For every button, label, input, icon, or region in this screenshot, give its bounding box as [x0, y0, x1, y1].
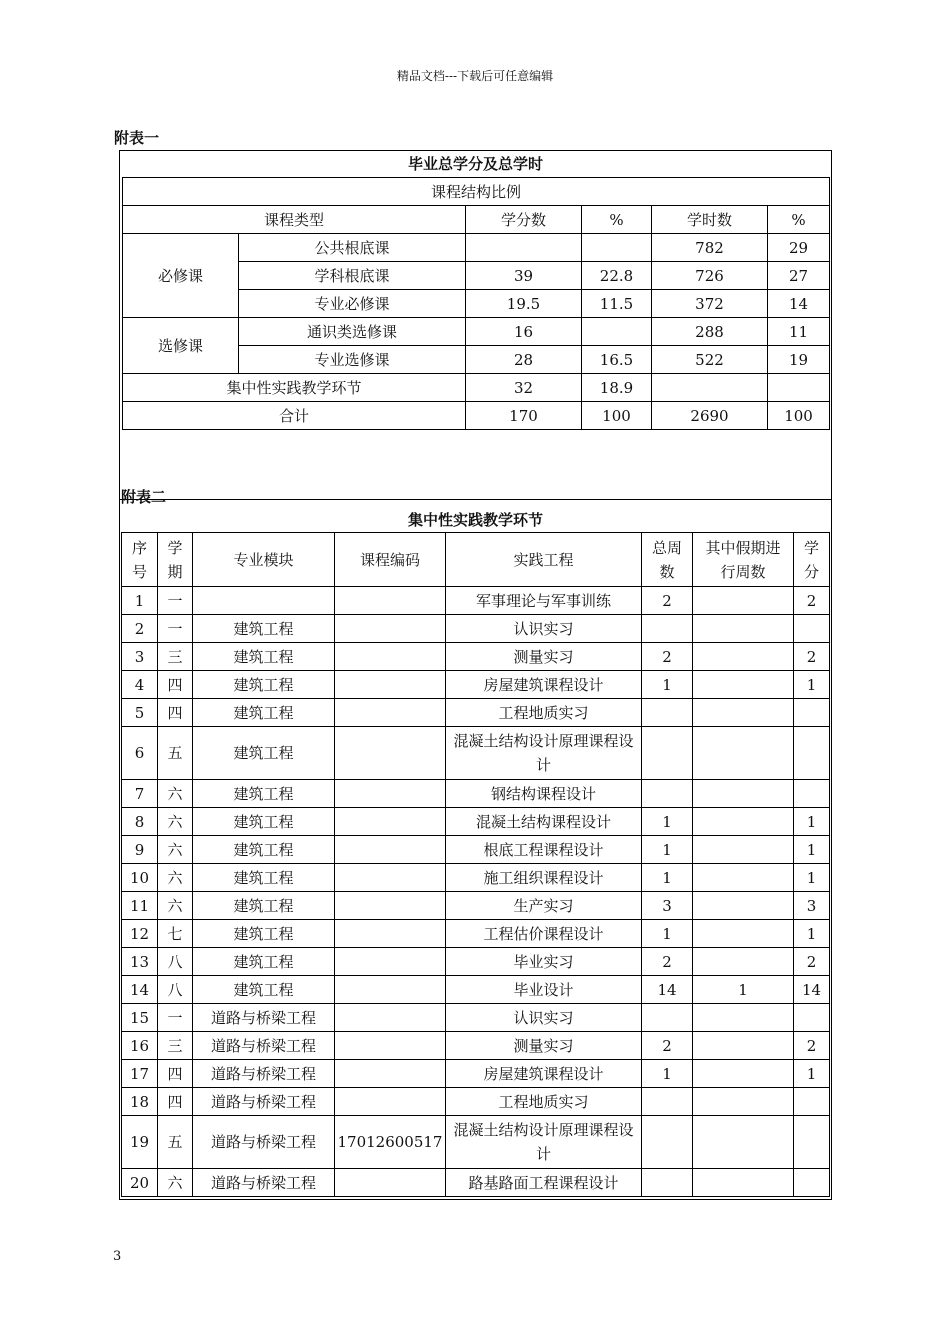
cell-credit: 1 [794, 864, 830, 892]
hours-pct-cell: 11 [768, 318, 830, 346]
cell-credit [794, 780, 830, 808]
cell-seq: 12 [122, 920, 158, 948]
credits-pct-cell: 100 [582, 402, 652, 430]
cell-holiday [693, 1004, 794, 1032]
cell-weeks [642, 780, 693, 808]
table-row [123, 374, 830, 402]
table-row [122, 808, 830, 836]
cell-credit: 14 [794, 976, 830, 1004]
cell-weeks [642, 1088, 693, 1116]
cell-module: 建筑工程 [193, 699, 335, 727]
cell-seq: 14 [122, 976, 158, 1004]
cell-holiday [693, 615, 794, 643]
cell-project: 混凝土结构设计原理课程设计 [446, 1116, 642, 1169]
cell-term: 八 [158, 976, 193, 1004]
cell-credit: 1 [794, 808, 830, 836]
cell-project: 工程地质实习 [446, 699, 642, 727]
header-term: 学 期 [158, 533, 193, 587]
cell-code: 17012600517 [335, 1116, 446, 1169]
cell-code [335, 1060, 446, 1088]
table-row [122, 780, 830, 808]
course-type: 专业选修课 [239, 346, 466, 374]
credits-cell: 16 [466, 318, 582, 346]
credits-pct-cell [582, 318, 652, 346]
cell-module: 建筑工程 [193, 836, 335, 864]
cell-weeks [642, 1116, 693, 1169]
cell-seq: 6 [122, 727, 158, 780]
cell-weeks: 1 [642, 671, 693, 699]
credits-pct-cell [582, 234, 652, 262]
cell-credit: 1 [794, 920, 830, 948]
cell-holiday [693, 892, 794, 920]
cell-project: 测量实习 [446, 1032, 642, 1060]
page-number: 3 [113, 1249, 122, 1264]
hours-cell: 522 [652, 346, 768, 374]
cell-code [335, 615, 446, 643]
course-type: 专业必修课 [239, 290, 466, 318]
cell-seq: 20 [122, 1169, 158, 1197]
table1-title: 毕业总学分及总学时 [407, 155, 543, 173]
cell-seq: 10 [122, 864, 158, 892]
cell-project: 认识实习 [446, 1004, 642, 1032]
cell-weeks: 14 [642, 976, 693, 1004]
cell-code [335, 1169, 446, 1197]
table1-subtitle: 课程结构比例 [123, 178, 830, 206]
table-row [122, 615, 830, 643]
table-row [122, 864, 830, 892]
header-holiday: 其中假期进 行周数 [693, 533, 794, 587]
table-row [123, 318, 830, 346]
cell-project: 混凝土结构设计原理课程设计 [446, 727, 642, 780]
practice-table [121, 532, 830, 1197]
cell-module: 建筑工程 [193, 780, 335, 808]
table2-title: 集中性实践教学环节 [407, 511, 543, 529]
table-header-row [123, 206, 830, 234]
group-elective: 选修课 [123, 318, 239, 374]
course-type: 公共根底课 [239, 234, 466, 262]
cell-module: 建筑工程 [193, 948, 335, 976]
practice-table-body [122, 587, 830, 1197]
table-row [122, 836, 830, 864]
cell-project: 工程地质实习 [446, 1088, 642, 1116]
header-module: 专业模块 [193, 533, 335, 587]
table-row [122, 976, 830, 1004]
table1-frame [119, 150, 832, 500]
cell-weeks [642, 1004, 693, 1032]
cell-project: 毕业设计 [446, 976, 642, 1004]
table-row [123, 178, 830, 206]
hours-cell: 288 [652, 318, 768, 346]
cell-code [335, 1088, 446, 1116]
hours-pct-cell: 100 [768, 402, 830, 430]
table-row [122, 1088, 830, 1116]
cell-credit: 2 [794, 1032, 830, 1060]
cell-project: 房屋建筑课程设计 [446, 1060, 642, 1088]
cell-seq: 15 [122, 1004, 158, 1032]
cell-term: 六 [158, 892, 193, 920]
cell-code [335, 808, 446, 836]
cell-credit [794, 1169, 830, 1197]
cell-seq: 3 [122, 643, 158, 671]
cell-credit: 1 [794, 671, 830, 699]
course-type: 学科根底课 [239, 262, 466, 290]
cell-credit [794, 699, 830, 727]
cell-holiday [693, 727, 794, 780]
cell-seq: 13 [122, 948, 158, 976]
cell-credit: 2 [794, 643, 830, 671]
cell-term: 六 [158, 864, 193, 892]
cell-term: 五 [158, 1116, 193, 1169]
cell-project: 认识实习 [446, 615, 642, 643]
credits-pct-cell: 16.5 [582, 346, 652, 374]
credits-cell [466, 234, 582, 262]
hours-pct-cell [768, 374, 830, 402]
cell-term: 三 [158, 643, 193, 671]
hours-cell: 2690 [652, 402, 768, 430]
cell-weeks: 1 [642, 920, 693, 948]
table-row [123, 402, 830, 430]
cell-project: 根底工程课程设计 [446, 836, 642, 864]
cell-project: 毕业实习 [446, 948, 642, 976]
total-label: 合计 [123, 402, 466, 430]
cell-credit [794, 1088, 830, 1116]
cell-weeks [642, 615, 693, 643]
cell-holiday [693, 1169, 794, 1197]
cell-module: 建筑工程 [193, 615, 335, 643]
cell-credit: 3 [794, 892, 830, 920]
cell-project: 军事理论与军事训练 [446, 587, 642, 615]
cell-holiday [693, 864, 794, 892]
cell-holiday [693, 1088, 794, 1116]
cell-weeks: 2 [642, 948, 693, 976]
cell-project: 混凝土结构课程设计 [446, 808, 642, 836]
cell-holiday [693, 643, 794, 671]
cell-seq: 5 [122, 699, 158, 727]
cell-module: 道路与桥梁工程 [193, 1169, 335, 1197]
hours-cell: 372 [652, 290, 768, 318]
cell-credit: 1 [794, 1060, 830, 1088]
page-header: 精品文档---下载后可任意编辑 [396, 69, 554, 83]
cell-term: 六 [158, 836, 193, 864]
header-seq: 序 号 [122, 533, 158, 587]
hours-cell: 782 [652, 234, 768, 262]
cell-holiday [693, 1060, 794, 1088]
cell-credit: 2 [794, 587, 830, 615]
header-cell: 学分数 [466, 206, 582, 234]
cell-term: 一 [158, 615, 193, 643]
cell-credit [794, 615, 830, 643]
credits-pct-cell: 18.9 [582, 374, 652, 402]
header-cell: 学时数 [652, 206, 768, 234]
cell-code [335, 864, 446, 892]
cell-term: 六 [158, 780, 193, 808]
cell-seq: 19 [122, 1116, 158, 1169]
cell-holiday [693, 808, 794, 836]
table-row [122, 892, 830, 920]
cell-module: 建筑工程 [193, 920, 335, 948]
cell-code [335, 671, 446, 699]
table-row [122, 727, 830, 780]
cell-term: 三 [158, 1032, 193, 1060]
cell-weeks [642, 699, 693, 727]
credits-table [122, 177, 830, 430]
hours-pct-cell: 27 [768, 262, 830, 290]
credits-cell: 39 [466, 262, 582, 290]
cell-weeks: 2 [642, 643, 693, 671]
header-cell: % [582, 206, 652, 234]
hours-pct-cell: 29 [768, 234, 830, 262]
table-row [122, 1116, 830, 1169]
header-project: 实践工程 [446, 533, 642, 587]
cell-project: 生产实习 [446, 892, 642, 920]
cell-code [335, 699, 446, 727]
credits-pct-cell: 11.5 [582, 290, 652, 318]
cell-credit [794, 1116, 830, 1169]
header-cell: % [768, 206, 830, 234]
cell-code [335, 836, 446, 864]
header-cell: 课程类型 [123, 206, 466, 234]
cell-weeks: 2 [642, 587, 693, 615]
cell-holiday [693, 1116, 794, 1169]
cell-code [335, 892, 446, 920]
cell-seq: 18 [122, 1088, 158, 1116]
cell-project: 房屋建筑课程设计 [446, 671, 642, 699]
cell-seq: 17 [122, 1060, 158, 1088]
credits-pct-cell: 22.8 [582, 262, 652, 290]
cell-holiday [693, 1032, 794, 1060]
cell-module: 建筑工程 [193, 892, 335, 920]
cell-code [335, 643, 446, 671]
table-header-row [122, 533, 830, 587]
cell-credit [794, 1004, 830, 1032]
cell-term: 四 [158, 671, 193, 699]
cell-weeks: 1 [642, 808, 693, 836]
cell-term: 六 [158, 808, 193, 836]
header-code: 课程编码 [335, 533, 446, 587]
cell-weeks: 1 [642, 1060, 693, 1088]
cell-code [335, 587, 446, 615]
hours-pct-cell: 14 [768, 290, 830, 318]
cell-holiday [693, 920, 794, 948]
hours-cell [652, 374, 768, 402]
cell-seq: 2 [122, 615, 158, 643]
cell-term: 四 [158, 1060, 193, 1088]
cell-holiday [693, 948, 794, 976]
cell-term: 八 [158, 948, 193, 976]
cell-weeks: 1 [642, 836, 693, 864]
cell-holiday: 1 [693, 976, 794, 1004]
cell-seq: 7 [122, 780, 158, 808]
table-row [122, 1032, 830, 1060]
cell-credit: 2 [794, 948, 830, 976]
cell-module: 道路与桥梁工程 [193, 1060, 335, 1088]
cell-code [335, 976, 446, 1004]
cell-seq: 16 [122, 1032, 158, 1060]
cell-project: 路基路面工程课程设计 [446, 1169, 642, 1197]
group-required: 必修课 [123, 234, 239, 318]
cell-project: 工程估价课程设计 [446, 920, 642, 948]
cell-module: 建筑工程 [193, 727, 335, 780]
cell-seq: 1 [122, 587, 158, 615]
credits-cell: 19.5 [466, 290, 582, 318]
cell-module: 建筑工程 [193, 864, 335, 892]
cell-module [193, 587, 335, 615]
table-row [122, 948, 830, 976]
cell-holiday [693, 671, 794, 699]
table-row [122, 1060, 830, 1088]
cell-term: 五 [158, 727, 193, 780]
cell-module: 道路与桥梁工程 [193, 1004, 335, 1032]
cell-seq: 9 [122, 836, 158, 864]
hours-cell: 726 [652, 262, 768, 290]
cell-module: 建筑工程 [193, 643, 335, 671]
table-row [122, 1169, 830, 1197]
table-row [122, 699, 830, 727]
cell-seq: 8 [122, 808, 158, 836]
hours-pct-cell: 19 [768, 346, 830, 374]
cell-module: 道路与桥梁工程 [193, 1116, 335, 1169]
cell-code [335, 727, 446, 780]
cell-term: 一 [158, 1004, 193, 1032]
cell-module: 建筑工程 [193, 671, 335, 699]
cell-holiday [693, 836, 794, 864]
cell-code [335, 1004, 446, 1032]
cell-term: 一 [158, 587, 193, 615]
cell-code [335, 1032, 446, 1060]
cell-weeks [642, 727, 693, 780]
cell-term: 七 [158, 920, 193, 948]
cell-project: 施工组织课程设计 [446, 864, 642, 892]
cell-project: 测量实习 [446, 643, 642, 671]
table-row [123, 234, 830, 262]
credits-cell: 28 [466, 346, 582, 374]
cell-module: 道路与桥梁工程 [193, 1088, 335, 1116]
cell-module: 道路与桥梁工程 [193, 1032, 335, 1060]
header-credit: 学 分 [794, 533, 830, 587]
course-type: 通识类选修课 [239, 318, 466, 346]
cell-module: 建筑工程 [193, 976, 335, 1004]
cell-code [335, 920, 446, 948]
cell-term: 四 [158, 699, 193, 727]
table-row [122, 671, 830, 699]
cell-weeks: 3 [642, 892, 693, 920]
appendix2-label: 附表二 [121, 488, 167, 506]
cell-weeks: 1 [642, 864, 693, 892]
cell-weeks [642, 1169, 693, 1197]
cell-term: 四 [158, 1088, 193, 1116]
table-row [122, 1004, 830, 1032]
cell-term: 六 [158, 1169, 193, 1197]
cell-credit: 1 [794, 836, 830, 864]
cell-holiday [693, 699, 794, 727]
course-type: 集中性实践教学环节 [123, 374, 466, 402]
appendix1-label: 附表一 [114, 129, 160, 147]
cell-credit [794, 727, 830, 780]
table-row [122, 920, 830, 948]
cell-code [335, 780, 446, 808]
header-weeks: 总周 数 [642, 533, 693, 587]
cell-seq: 4 [122, 671, 158, 699]
cell-holiday [693, 587, 794, 615]
credits-cell: 32 [466, 374, 582, 402]
cell-holiday [693, 780, 794, 808]
cell-weeks: 2 [642, 1032, 693, 1060]
cell-code [335, 948, 446, 976]
cell-seq: 11 [122, 892, 158, 920]
cell-project: 钢结构课程设计 [446, 780, 642, 808]
credits-cell: 170 [466, 402, 582, 430]
cell-module: 建筑工程 [193, 808, 335, 836]
table-row [122, 643, 830, 671]
table-row [122, 587, 830, 615]
